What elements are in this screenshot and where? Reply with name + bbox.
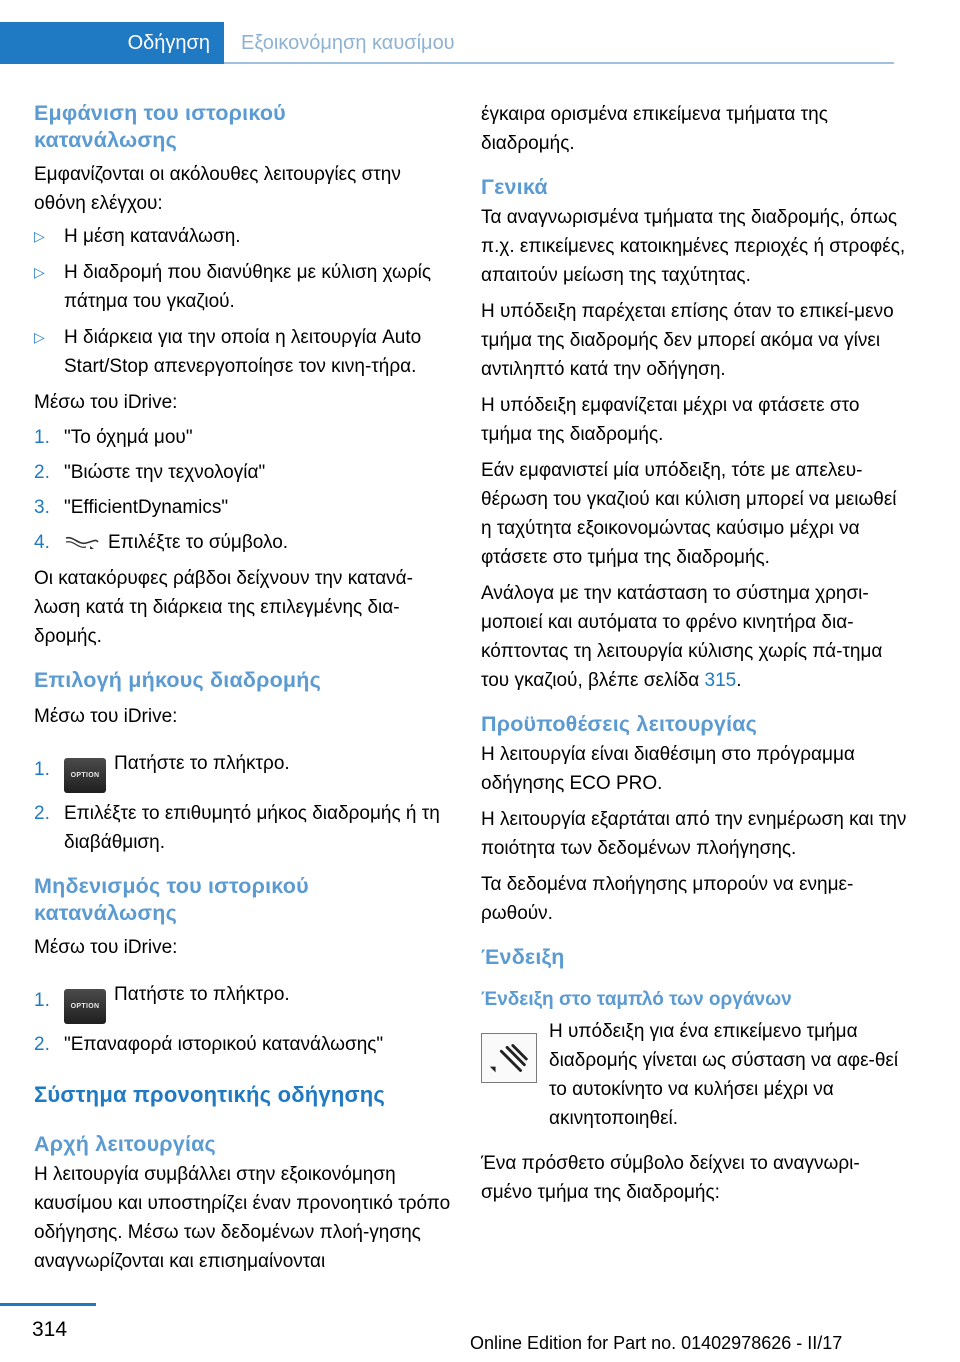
- step-item: [34, 458, 454, 487]
- heading-display: Ένδειξη: [481, 945, 565, 969]
- bullet-text: Η διάρκεια για την οποία η λειτουργία Auto Start/Stop απενεργοποίησε τον κινη‐τήρα.: [64, 327, 422, 377]
- via-idrive-label: Μέσω του iDrive:: [34, 706, 178, 727]
- paragraph-display-2: Ένα πρόσθετο σύμβολο δείχνει το αναγνωρι‐σμένο τμήμα της διαδρομής:: [481, 1153, 860, 1203]
- paragraph-display-1: Η υπόδειξη για ένα επικείμενο τμήμα διαδρομής γίνεται ως σύσταση να αφε‐θεί το αυτοκίνητο να κυλήσει μέχρι να ακινητοποιηθεί.: [549, 1021, 899, 1129]
- footer-rule: [0, 1303, 96, 1306]
- bullet-item: [34, 323, 454, 381]
- left-column: [34, 100, 454, 1276]
- header-tabs: [0, 22, 894, 64]
- paragraph-functions-shown: Εμφανίζονται οι ακόλουθες λειτουργίες στην οθόνη ελέγχου:: [34, 164, 401, 214]
- paragraph-prereq-2: Η λειτουργία εξαρτάται από την ενημέρωση και την ποιότητα των δεδομένων πλοήγησης.: [481, 809, 907, 859]
- paragraph-text: .: [736, 670, 742, 691]
- tab-driving[interactable]: Οδήγηση: [0, 22, 224, 64]
- right-column: [481, 100, 907, 1207]
- paragraph-principle: Η λειτουργία συμβάλλει στην εξοικονόμηση καυσίμου και υποστηρίζει έναν προνοητικό τρόπο οδήγησης. Μέσω των δεδομένων πλοή‐γησης αναγνωρίζονται και επισημαίνονται: [34, 1164, 451, 1272]
- triangle-bullet-icon: ▷: [34, 264, 45, 280]
- step-item: [34, 493, 454, 522]
- step-text: Επιλέξτε το επιθυμητό μήκος διαδρομής ή τη διαβάθμιση.: [64, 803, 440, 853]
- heading-consumption-history: Εμφάνιση του ιστορικού κατανάλωσης: [34, 101, 286, 152]
- heading-instrument-cluster: Ένδειξη στο ταμπλό των οργάνων: [481, 989, 792, 1010]
- road-curve-symbol-icon: [64, 533, 100, 551]
- step-text: "Επαναφορά ιστορικού κατανάλωσης": [64, 1034, 384, 1055]
- paragraph-general-1: Τα αναγνωρισμένα τμήματα της διαδρομής, όπως π.χ. επικείμενες κατοικημένες περιοχές ή στροφές, απαιτούν μείωση της ταχύτητας.: [481, 207, 906, 286]
- step-item: [34, 799, 454, 857]
- via-idrive-label: Μέσω του iDrive:: [34, 937, 178, 958]
- heading-prerequisites: Προϋποθέσεις λειτουργίας: [481, 712, 758, 736]
- option-button-icon: OPTION: [64, 989, 106, 1024]
- coasting-hint-icon: [481, 1033, 537, 1083]
- step-item: [34, 528, 454, 557]
- footer-edition: Online Edition for Part no. 01402978626 - II/17: [470, 1333, 843, 1353]
- paragraph-continued: έγκαιρα ορισμένα επικείμενα τμήματα της διαδρομής.: [481, 104, 828, 154]
- triangle-bullet-icon: ▷: [34, 329, 45, 345]
- option-button-icon: OPTION: [64, 758, 106, 793]
- paragraph-prereq-3: Τα δεδομένα πλοήγησης μπορούν να ενημε‐ρωθούν.: [481, 874, 854, 924]
- heading-principle: Αρχή λειτουργίας: [34, 1132, 216, 1156]
- hint-box: [481, 1017, 907, 1133]
- bullet-item: [34, 222, 454, 251]
- heading-predictive-assistant: Σύστημα προνοητικής οδήγησης: [34, 1082, 386, 1107]
- step-number: 2.: [34, 1034, 50, 1055]
- step-number: 1.: [34, 990, 50, 1011]
- step-number: 2.: [34, 462, 50, 483]
- step-item: [34, 749, 454, 793]
- heading-reset-history: Μηδενισμός του ιστορικού κατανάλωσης: [34, 874, 309, 925]
- paragraph-general-2: Η υπόδειξη παρέχεται επίσης όταν το επικεί‐μενο τμήμα της διαδρομής δεν μπορεί ακόμα να γίνει αντιληπτό κατά την οδήγηση.: [481, 301, 894, 380]
- step-text: "Το όχημά μου": [64, 427, 193, 448]
- step-number: 1.: [34, 759, 50, 780]
- bullet-text: Η μέση κατανάλωση.: [64, 226, 241, 247]
- step-content: [64, 528, 454, 557]
- step-item: [34, 1030, 454, 1059]
- bullet-text: Η διαδρομή που διανύθηκε με κύλιση χωρίς πάτημα του γκαζιού.: [64, 262, 432, 312]
- step-content: [64, 749, 454, 793]
- step-text: "Βιώστε την τεχνολογία": [64, 462, 266, 483]
- step-text: "EfficientDynamics": [64, 497, 229, 518]
- step-text: Πατήστε το πλήκτρο.: [114, 984, 290, 1005]
- tab-fuel-saving[interactable]: Εξοικονόμηση καυσίμου: [241, 32, 455, 54]
- step-text: Πατήστε το πλήκτρο.: [114, 753, 290, 774]
- step-item: [34, 980, 454, 1024]
- heading-route-length: Επιλογή μήκους διαδρομής: [34, 668, 321, 692]
- header-rule: [224, 62, 894, 64]
- page-link[interactable]: 315: [704, 670, 737, 691]
- step-content: [64, 980, 454, 1024]
- step-number: 2.: [34, 803, 50, 824]
- step-number: 1.: [34, 427, 50, 448]
- heading-general: Γενικά: [481, 175, 548, 199]
- paragraph-bars: Οι κατακόρυφες ράβδοι δείχνουν την κατανά‐λωση κατά τη διάρκεια της επιλεγμένης δια‐δρομής.: [34, 568, 413, 647]
- page-number: 314: [32, 1318, 68, 1341]
- paragraph-general-5: [481, 579, 907, 695]
- step-number: 3.: [34, 497, 50, 518]
- paragraph-general-3: Η υπόδειξη εμφανίζεται μέχρι να φτάσετε στο τμήμα της διαδρομής.: [481, 395, 860, 445]
- paragraph-text: Ανάλογα με την κατάσταση το σύστημα χρησι‐μοποιεί και αυτόματα το φρένο κινητήρα δια‐κόπτοντας τη λειτουργία κύλισης χωρίς πά‐τημα του γκαζιού, βλέπε σελίδα: [481, 583, 883, 691]
- bullet-item: [34, 258, 454, 316]
- step-item: [34, 423, 454, 452]
- paragraph-general-4: Εάν εμφανιστεί μία υπόδειξη, τότε με απελευ‐θέρωση του γκαζιού και κύλιση μπορεί να μειωθεί η ταχύτητα εξοικονομώντας καύσιμο μέχρι να φτάσετε στο τμήμα της διαδρομής.: [481, 460, 897, 568]
- paragraph-prereq-1: Η λειτουργία είναι διαθέσιμη στο πρόγραμμα οδήγησης ECO PRO.: [481, 744, 855, 794]
- step-number: 4.: [34, 532, 50, 553]
- step-text: Επιλέξτε το σύμβολο.: [108, 532, 289, 553]
- triangle-bullet-icon: ▷: [34, 228, 45, 244]
- via-idrive-label: Μέσω του iDrive:: [34, 392, 178, 413]
